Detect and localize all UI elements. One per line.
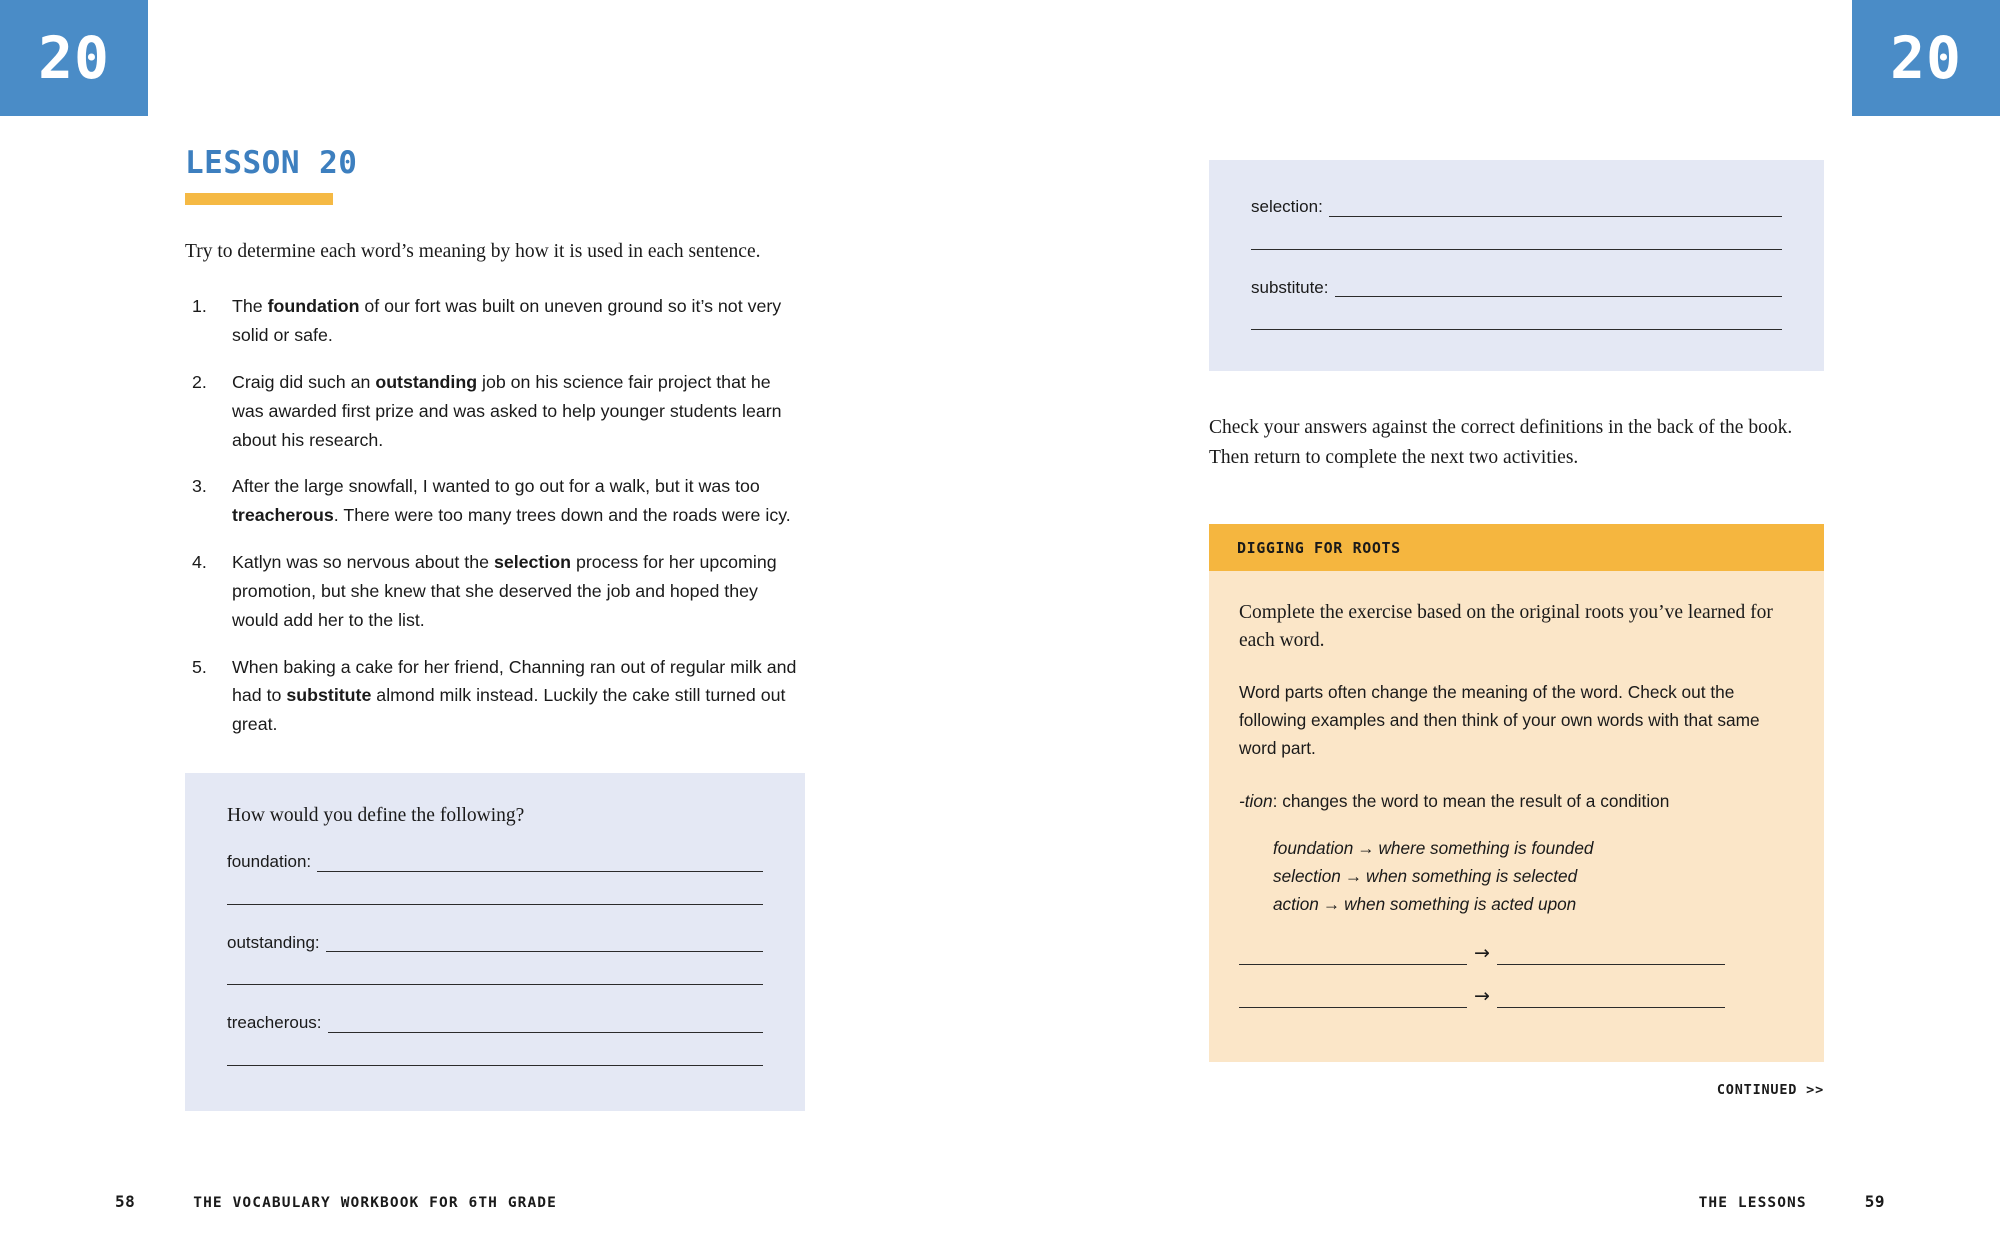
title-underline-rule (185, 193, 333, 205)
roots-rule-prefix: -tion (1239, 790, 1273, 811)
roots-intro: Complete the exercise based on the original roots you’ve learned for each word. (1239, 601, 1773, 652)
answer-row-substitute[interactable] (1251, 279, 1782, 298)
list-item (185, 368, 805, 454)
digging-for-roots-card (1209, 524, 1824, 1062)
answer-label: substitute: (1251, 277, 1329, 297)
list-item (185, 472, 805, 530)
list-item-number: 3. (192, 476, 207, 497)
answer-write-line[interactable] (1335, 296, 1783, 297)
roots-example (1273, 890, 1794, 918)
list-item-post: job on his science fair project that he was awarded first prize and was asked to help younger students learn about his research. (232, 371, 782, 450)
roots-explanation: Word parts often change the meaning of the word. Check out the following examples and then think of your own words with that same word part. (1239, 681, 1760, 758)
roots-section-header: DIGGING FOR ROOTS (1209, 524, 1824, 571)
answer-row-selection[interactable] (1251, 198, 1782, 217)
answer-row-outstanding-cont[interactable] (227, 984, 763, 985)
page-title: LESSON 20 (185, 145, 358, 181)
answer-write-line[interactable] (227, 904, 763, 905)
book-title: THE VOCABULARY WORKBOOK FOR 6TH GRADE (193, 1195, 557, 1211)
roots-blank-row[interactable] (1239, 941, 1794, 965)
answer-row-foundation-cont[interactable] (227, 904, 763, 905)
answer-write-line[interactable] (317, 871, 763, 872)
answer-spacer (227, 957, 763, 984)
right-page (1000, 0, 2000, 1249)
list-item-post: almond milk instead. Luckily the cake still turned out great. (232, 685, 786, 735)
answer-spacer (227, 877, 763, 904)
answer-label: selection: (1251, 197, 1323, 216)
list-item-number: 2. (192, 371, 207, 392)
list-item-post: process for her upcoming promotion, but she knew that she deserved the job and hoped they would add her to the list. (232, 552, 777, 630)
list-item-number: 4. (192, 552, 207, 573)
answer-write-line[interactable] (1329, 216, 1782, 217)
list-item-pre: When baking a cake for her friend, Channing ran out of regular milk and had to (232, 656, 797, 706)
answer-write-line[interactable] (1497, 964, 1725, 965)
lesson-number-right: 20 (1890, 24, 1962, 92)
vocab-word: outstanding (375, 371, 478, 392)
footer-right (1699, 1192, 1885, 1211)
list-item-number: 5. (192, 656, 207, 677)
roots-section-body (1209, 571, 1824, 1062)
arrow-right-icon: → (1344, 865, 1363, 886)
list-item-number: 1. (192, 296, 207, 317)
roots-rule (1239, 788, 1794, 816)
footer-left (115, 1192, 557, 1211)
answer-row-substitute-cont[interactable] (1251, 329, 1782, 330)
answer-label: foundation: (227, 852, 312, 872)
definition-prompt: How would you define the following? (227, 805, 525, 827)
arrow-right-icon: → (1474, 984, 1490, 1007)
list-item (185, 653, 805, 739)
answer-row-treacherous[interactable] (227, 1014, 763, 1033)
example-meaning: when something is selected (1366, 865, 1578, 886)
list-item-pre: Craig did such an (232, 371, 376, 392)
list-item-pre: The (232, 296, 268, 317)
list-item-post: . There were too many trees down and the roads were icy. (333, 505, 791, 526)
arrow-right-icon: → (1322, 893, 1341, 914)
answer-spacer (1251, 302, 1782, 329)
answer-write-line[interactable] (326, 951, 763, 952)
answer-write-line[interactable] (227, 1065, 763, 1066)
answer-write-line[interactable] (1239, 1007, 1467, 1008)
example-word: foundation (1273, 837, 1354, 858)
answer-write-line[interactable] (227, 984, 763, 985)
roots-rule-text: : changes the word to mean the result of a condition (1272, 790, 1670, 811)
example-word: action (1273, 893, 1319, 914)
vocab-word: foundation (267, 296, 360, 317)
list-item-pre: Katlyn was so nervous about the (232, 552, 494, 573)
left-page-content (185, 145, 805, 1111)
answer-write-line[interactable] (328, 1032, 764, 1033)
roots-example (1273, 862, 1794, 890)
answer-label: treacherous: (227, 1013, 322, 1033)
list-item (185, 292, 805, 350)
example-meaning: when something is acted upon (1344, 893, 1577, 914)
example-word: selection (1273, 865, 1341, 886)
list-item-pre: After the large snowfall, I wanted to go out for a walk, but it was too (232, 476, 760, 497)
arrow-right-icon: → (1474, 941, 1490, 964)
list-item (185, 548, 805, 634)
right-page-content (1209, 160, 1824, 1098)
answer-row-outstanding[interactable] (227, 934, 763, 953)
page-number-right: 59 (1864, 1192, 1885, 1211)
definition-answer-box-right (1209, 160, 1824, 371)
answer-write-line[interactable] (1251, 329, 1782, 330)
answer-row-foundation[interactable] (227, 853, 763, 872)
roots-blank-rows (1239, 941, 1794, 1008)
check-answers-paragraph: Check your answers against the correct definitions in the back of the book. Then return to complete the next two activities. (1209, 417, 1793, 468)
answer-write-line[interactable] (1251, 249, 1782, 250)
definition-answer-box-left (185, 773, 805, 1111)
example-meaning: where something is founded (1378, 837, 1594, 858)
answer-write-line[interactable] (1497, 1007, 1725, 1008)
list-item-post: of our fort was built on uneven ground so it’s not very solid or safe. (232, 296, 782, 346)
sentence-list (185, 292, 805, 739)
lesson-number-left: 20 (38, 24, 110, 92)
roots-example (1273, 834, 1794, 862)
intro-paragraph: Try to determine each word’s meaning by how it is used in each sentence. (185, 241, 761, 262)
answer-spacer (1251, 222, 1782, 249)
answer-row-treacherous-cont[interactable] (227, 1065, 763, 1066)
answer-spacer (227, 1038, 763, 1065)
vocab-word: selection (493, 552, 572, 573)
arrow-right-icon: → (1357, 837, 1375, 858)
answer-spacer (227, 990, 763, 1014)
roots-blank-row[interactable] (1239, 984, 1794, 1008)
vocab-word: substitute (286, 685, 372, 706)
answer-write-line[interactable] (1239, 964, 1467, 965)
vocab-word: treacherous (232, 505, 334, 526)
section-title: THE LESSONS (1698, 1195, 1807, 1211)
roots-examples (1239, 834, 1794, 918)
answer-spacer (227, 910, 763, 934)
answer-label: outstanding: (227, 932, 320, 952)
page-number-left: 58 (115, 1192, 136, 1211)
answer-spacer (1251, 255, 1782, 279)
answer-row-selection-cont[interactable] (1251, 249, 1782, 250)
continued-marker: CONTINUED >> (1716, 1081, 1824, 1098)
